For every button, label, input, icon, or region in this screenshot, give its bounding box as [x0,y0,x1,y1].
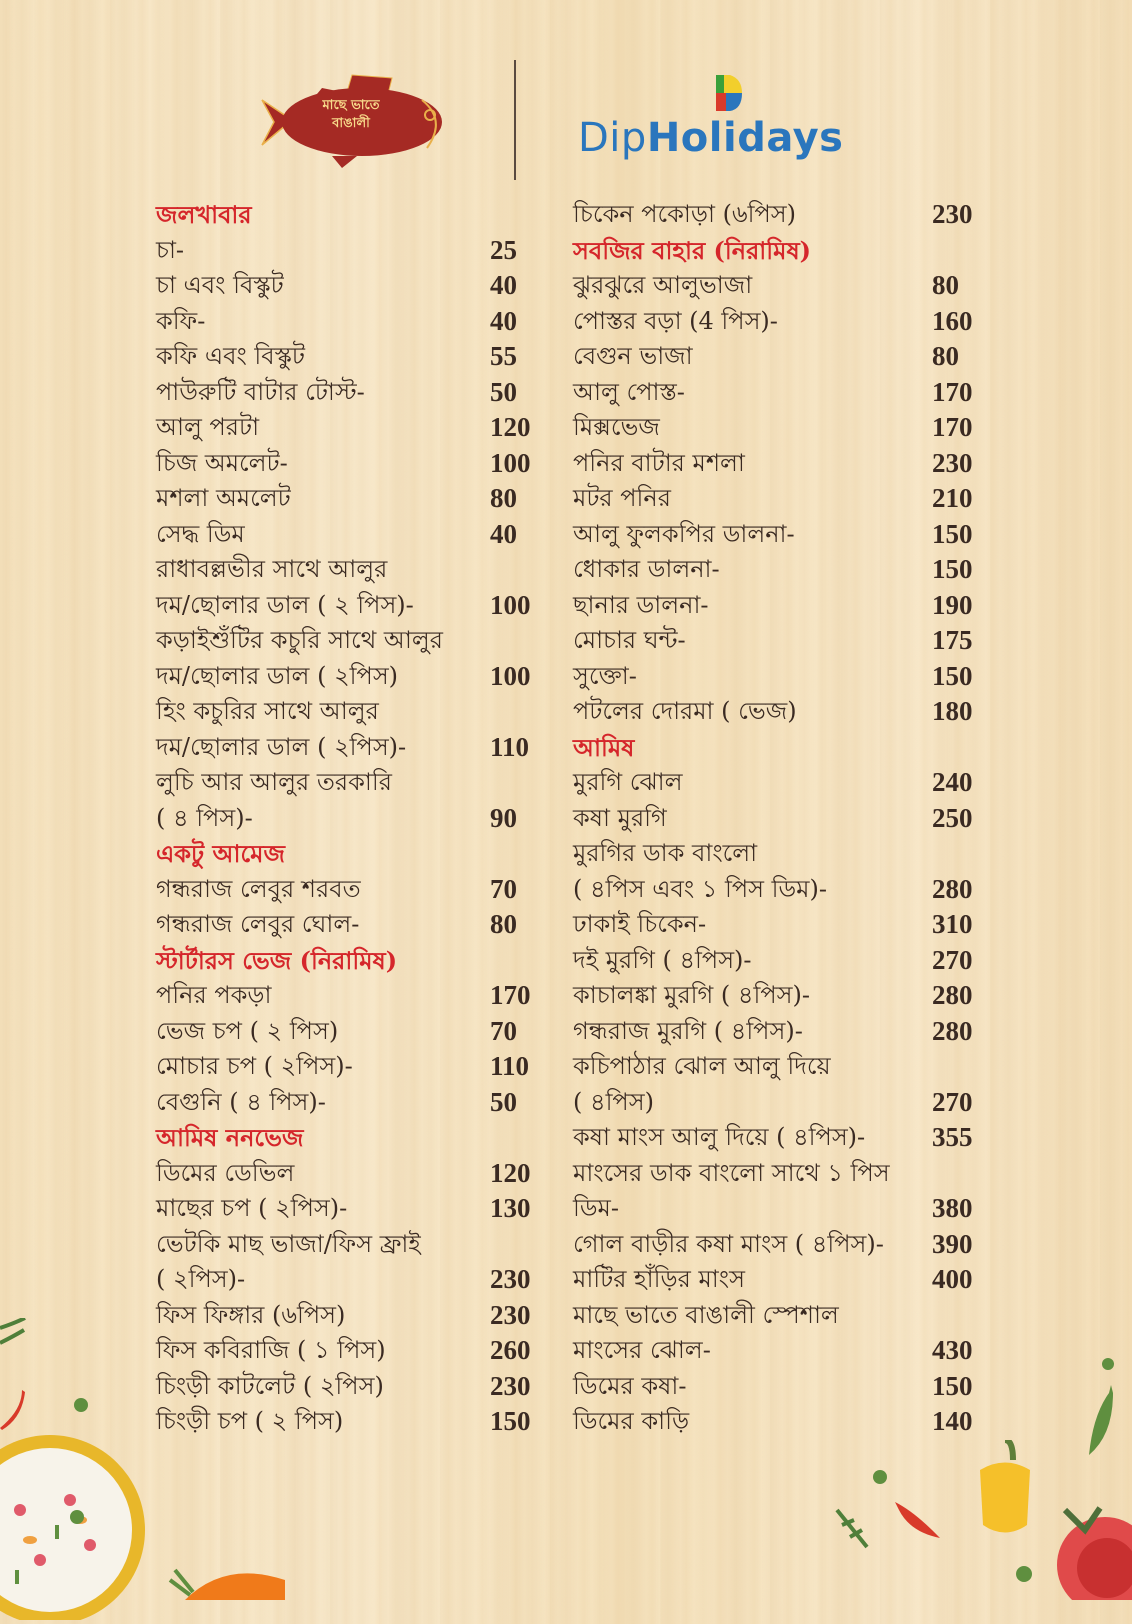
menu-item [573,1369,978,1405]
item-price: 230 [490,1370,531,1401]
menu-item [156,1191,536,1227]
menu-item [156,623,536,659]
item-price: 110 [490,731,530,762]
item-name: কাচালঙ্কা মুরগি ( ৪পিস)- [573,981,810,1009]
item-name: মুরগি ঝোল [573,768,683,796]
item-price: 430 [932,1335,973,1365]
item-name: কষা মাংস আলু দিয়ে ( ৪পিস)- [573,1123,866,1151]
item-price: 100 [490,660,531,691]
item-price: 230 [932,447,973,478]
item-price: 40 [490,270,517,300]
menu-item [156,1404,536,1440]
menu-item [156,1049,536,1085]
menu-item [573,978,978,1014]
section-title: আমিষ [573,732,635,762]
item-name: ডিমের কষা- [573,1371,687,1400]
section-heading [156,943,536,979]
brand-wordmark [578,115,843,161]
item-price: 50 [490,1086,517,1117]
item-price: 310 [932,909,973,939]
item-name: পাউরুটি বাটার টোস্ট- [156,377,365,406]
menu-item [573,1085,978,1121]
menu-item [156,872,536,908]
item-price: 120 [490,1157,531,1188]
section-title: সবজির বাহার (নিরামিষ) [573,235,812,265]
item-name: পোস্তর বড়া (4 পিস)- [573,306,778,335]
item-price: 100 [490,589,531,620]
menu-item [573,1120,978,1156]
menu-item [573,481,978,517]
item-price: 140 [932,1406,973,1436]
item-price: 390 [932,1228,973,1259]
item-name: মাটির হাঁড়ির মাংস [573,1265,745,1293]
item-name: দই মুরগি ( ৪পিস)- [573,945,752,974]
item-price: 170 [932,376,973,407]
item-price: 240 [932,767,973,797]
item-name: মাংসের ডাক বাংলো সাথে ১ পিস [573,1158,890,1187]
menu-item [573,197,978,233]
tomato-icon [1045,1490,1132,1600]
menu-item [156,694,536,730]
item-name: ফিস ফিঙ্গার (৬পিস) [156,1300,346,1329]
item-name: কফি- [156,306,206,335]
red-chili-small-icon [895,1502,945,1542]
green-chili-icon [1085,1385,1115,1455]
menu-item [573,659,978,695]
menu-item [156,1369,536,1405]
item-price: 80 [932,341,959,371]
item-price: 90 [490,802,517,833]
item-price: 150 [932,1370,973,1401]
item-name: ফিস কবিরাজি ( ১ পিস) [156,1336,386,1364]
menu-left-column [156,197,536,1440]
item-price: 230 [490,1299,531,1330]
menu-item [156,446,536,482]
menu-item [156,304,536,340]
menu-item [573,339,978,375]
menu-item [573,872,978,908]
menu-item [156,481,536,517]
menu-item [156,1298,536,1334]
item-name: কচিপাঠার ঝোল আলু দিয়ে [573,1052,831,1080]
menu-item [573,1227,978,1263]
section-heading [156,836,536,872]
item-price: 230 [490,1264,531,1294]
item-name: মাছে ভাতে বাঙালী স্পেশাল [573,1300,839,1329]
item-name: মটর পনির [573,484,671,512]
item-name: চিকেন পকোড়া (৬পিস) [573,200,796,228]
item-price: 70 [490,873,517,904]
item-name: লুচি আর আলুর তরকারি [156,768,392,796]
pea-icon [70,1510,84,1524]
item-name: কষা মুরগি [573,803,667,832]
item-name: হিং কচুরির সাথে আলুর [156,697,379,725]
item-price: 170 [490,980,531,1010]
pea-icon [873,1470,887,1484]
menu-item [156,907,536,943]
menu-item [573,1014,978,1050]
menu-item [156,730,536,766]
menu-item [156,765,536,801]
item-name: পনির পকড়া [156,981,272,1009]
item-price: 50 [490,376,517,407]
menu-item [573,268,978,304]
menu-item [573,943,978,979]
menu-item [573,304,978,340]
menu-item [156,339,536,375]
menu-item [156,517,536,553]
menu-item [156,233,536,269]
section-heading [156,1120,536,1156]
item-price: 55 [490,341,517,371]
item-name: ( ৪ পিস)- [156,803,253,832]
menu-item [156,659,536,695]
item-name: আলু ফুলকপির ডালনা- [573,519,795,548]
menu-item [573,375,978,411]
item-price: 80 [490,483,517,513]
item-name: ( ২পিস)- [156,1265,246,1293]
item-name: ধোকার ডালনা- [573,555,720,583]
item-name: দম/ছোলার ডাল ( ২পিস)- [156,732,407,761]
item-name: ডিম- [573,1194,619,1222]
menu-item [573,623,978,659]
item-name: দম/ছোলার ডাল ( ২ পিস)- [156,590,414,619]
menu-item [573,836,978,872]
menu-item [156,801,536,837]
menu-item [573,765,978,801]
item-name: মাছের চপ ( ২পিস)- [156,1194,348,1222]
section-heading [573,233,978,269]
item-price: 120 [490,412,531,442]
section-title: জলখাবার [156,200,252,229]
header-divider [514,60,516,180]
brand-suffix: Holidays [646,115,844,161]
item-name: গন্ধরাজ মুরগি ( ৪পিস)- [573,1016,803,1045]
item-price: 40 [490,305,517,336]
section-heading [156,197,536,233]
pea-icon [74,1398,88,1412]
item-name: চিজ অমলেট- [156,448,288,477]
item-name: বেগুনি ( ৪ পিস)- [156,1087,326,1116]
item-price: 280 [932,1015,973,1046]
item-price: 180 [932,696,973,726]
section-title: স্টার্টারস ভেজ (নিরামিষ) [156,945,398,975]
item-name: ডিমের ডেভিল [156,1158,295,1187]
item-name: পনির বাটার মশলা [573,448,745,477]
item-name: কফি এবং বিস্কুট [156,342,305,370]
menu-item [573,517,978,553]
item-price: 110 [490,1051,530,1081]
item-name: দম/ছোলার ডাল ( ২পিস) [156,661,399,690]
menu-item [156,1227,536,1263]
pea-icon [1102,1358,1114,1370]
item-price: 150 [932,660,973,691]
item-name: মশলা অমলেট [156,484,291,512]
item-price: 175 [932,625,973,655]
item-price: 270 [932,1086,973,1117]
item-price: 150 [490,1406,531,1436]
item-name: মিক্সভেজ [573,413,660,441]
item-name: ডিমের কাড়ি [573,1407,690,1435]
item-price: 25 [490,234,517,265]
item-price: 160 [932,305,973,336]
red-chili-icon [0,1390,25,1430]
menu-item [156,978,536,1014]
menu-item [573,907,978,943]
item-price: 40 [490,518,517,549]
item-price: 270 [932,944,973,975]
menu-item [156,375,536,411]
item-name: সুক্তো- [573,661,637,690]
menu-item [156,1014,536,1050]
menu-item [573,1298,978,1334]
item-price: 80 [490,909,517,939]
item-name: ঝুরঝুরে আলুভাজা [573,271,753,299]
item-name: চা- [156,235,185,264]
item-name: গন্ধরাজ লেবুর ঘোল- [156,910,360,938]
item-name: কড়াইশুঁটির কচুরি সাথে আলুর [156,626,443,654]
item-name: আলু পোস্ত- [573,377,685,406]
item-price: 250 [932,802,973,833]
menu-item [573,552,978,588]
item-price: 280 [932,980,973,1010]
item-price: 400 [932,1264,973,1294]
item-name: মুরগির ডাক বাংলো [573,839,758,867]
menu-item [573,694,978,730]
item-price: 70 [490,1015,517,1046]
menu-item [156,268,536,304]
menu-item [573,1262,978,1298]
menu-item [573,801,978,837]
section-title: আমিষ ননভেজ [156,1123,304,1152]
menu-item [156,1085,536,1121]
menu-item [573,1191,978,1227]
menu-item [573,1156,978,1192]
item-name: গোল বাড়ীর কষা মাংস ( ৪পিস)- [573,1229,884,1258]
menu-item [156,1262,536,1298]
menu-item [573,410,978,446]
item-name: ( ৪পিস) [573,1087,654,1116]
item-price: 170 [932,412,973,442]
menu-item [573,1404,978,1440]
item-name: মোচার ঘন্ট- [573,626,686,654]
parsley-icon [832,1505,872,1550]
item-name: ঢাকাই চিকেন- [573,910,707,938]
item-price: 150 [932,518,973,549]
item-price: 100 [490,447,531,478]
restaurant-logo-text [305,97,397,133]
menu-item [156,410,536,446]
item-price: 190 [932,589,973,620]
menu-item [156,588,536,624]
menu-item [156,552,536,588]
logo-text-line2: বাঙালী [332,116,370,131]
menu-right-column [573,197,978,1440]
item-price: 355 [932,1122,973,1152]
item-price: 230 [932,199,973,229]
item-price: 280 [932,873,973,904]
menu-item [573,446,978,482]
menu-item [573,1049,978,1085]
brand-prefix: Dip [578,115,647,161]
menu-item [573,588,978,624]
item-price: 80 [932,270,959,300]
item-name: চিংড়ী চপ ( ২ পিস) [156,1407,344,1435]
menu-header [0,55,1132,185]
menu-item [156,1156,536,1192]
item-price: 380 [932,1193,973,1223]
item-price: 210 [932,483,973,513]
item-name: ( ৪পিস এবং ১ পিস ডিম)- [573,874,827,903]
item-name: ভেজ চপ ( ২ পিস) [156,1016,339,1045]
item-price: 130 [490,1193,531,1223]
carrot-icon [165,1560,285,1600]
item-name: রাধাবল্লভীর সাথে আলুর [156,555,388,583]
herb-leaf-icon [0,1318,30,1358]
item-name: বেগুন ভাজা [573,342,693,370]
item-name: ছানার ডালনা- [573,590,709,619]
item-name: গন্ধরাজ লেবুর শরবত [156,874,361,903]
dip-d-mark-icon [716,75,744,111]
item-name: সেদ্ধ ডিম [156,519,245,548]
item-name: ভেটকি মাছ ভাজা/ফিস ফ্রাই [156,1229,421,1258]
logo-text-line1: মাছে ভাতে [322,98,380,113]
yellow-pepper-icon [975,1440,1035,1540]
item-name: চা এবং বিস্কুট [156,271,284,299]
item-name: পটলের দোরমা ( ভেজ) [573,697,797,725]
item-price: 150 [932,554,973,584]
section-title: একটু আমেজ [156,839,285,868]
item-price: 260 [490,1335,531,1365]
menu-item [573,1333,978,1369]
item-name: আলু পরটা [156,413,260,441]
dipholidays-logo [578,75,878,185]
item-name: মাংসের ঝোল- [573,1336,711,1364]
section-heading [573,730,978,766]
menu-item [156,1333,536,1369]
pea-icon [1016,1566,1032,1582]
item-name: চিংড়ী কাটলেট ( ২পিস) [156,1371,384,1400]
item-name: মোচার চপ ( ২পিস)- [156,1052,353,1080]
